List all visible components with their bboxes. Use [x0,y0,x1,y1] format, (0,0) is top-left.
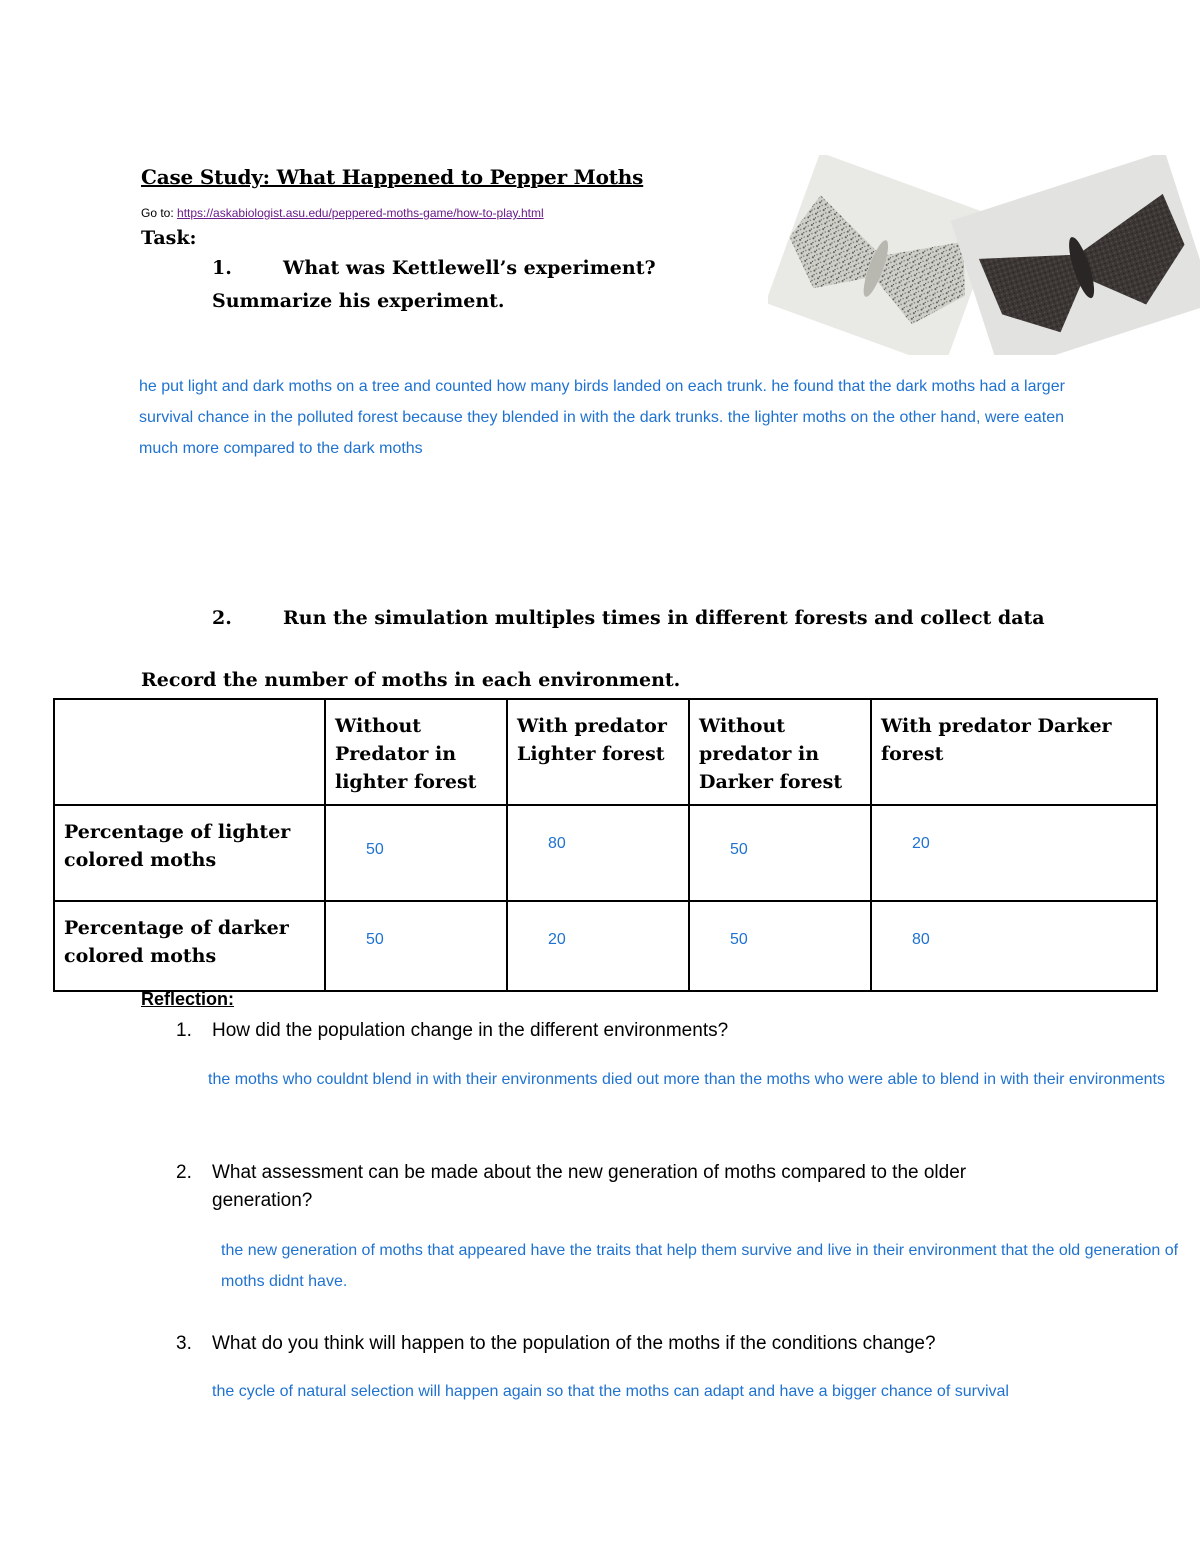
reflection-3-number: 3. [176,1333,192,1354]
moth-data-table [53,698,1158,992]
page-title: Case Study: What Happened to Pepper Moths [141,165,644,189]
task-label: Task: [141,227,197,249]
question-1-text: What was Kettlewell’s experiment? [283,257,656,279]
answer-1: he put light and dark moths on a tree and counted how many birds landed on each trunk. he found that the dark moths had a larger survival chance in the polluted forest because they blended in with the dark trunks. the lighter moths on the other hand, were eaten much more compared to the dark moths [139,378,1065,457]
reflection-2-question: What assessment can be made about the new generation of moths compared to the older generation? [212,1162,967,1211]
question-2-number: 2. [212,607,232,629]
row-label: Percentage of lighter colored moths [54,805,325,901]
row-label: Percentage of darker colored moths [54,901,325,991]
record-instruction: Record the number of moths in each environment. [141,669,681,691]
table-header-cell: With predator Lighter forest [507,699,689,805]
goto-line [141,206,544,220]
table-cell[interactable]: 50 [689,805,871,901]
reflection-3-question: What do you think will happen to the population of the moths if the conditions change? [212,1333,936,1354]
reflection-2-number: 2. [176,1162,192,1183]
table-header-cell: With predator Darker forest [871,699,1157,805]
reflection-2-answer: the new generation of moths that appeared have the traits that help them survive and live in their environment that the old generation of moths didnt have. [221,1242,1179,1290]
table-row [54,901,1157,991]
reflection-3-answer: the cycle of natural selection will happen again so that the moths can adapt and have a bigger chance of survival [212,1383,1009,1400]
table-header-cell [54,699,325,805]
table-cell[interactable]: 50 [689,901,871,991]
dark-moth-icon [951,155,1200,355]
question-1-number: 1. [212,257,232,279]
table-cell[interactable]: 20 [507,901,689,991]
table-cell[interactable]: 20 [871,805,1157,901]
table-header-cell: Without predator in Darker forest [689,699,871,805]
table-cell[interactable]: 50 [325,805,507,901]
table-header-row [54,699,1157,805]
reflection-heading: Reflection: [141,989,235,1009]
question-1-line2: Summarize his experiment. [212,290,505,312]
reflection-1-answer: the moths who couldnt blend in with their environments died out more than the moths who were able to blend in with their environments [208,1071,1165,1088]
table-cell[interactable]: 80 [871,901,1157,991]
table-header-cell: Without Predator in lighter forest [325,699,507,805]
table-cell[interactable]: 80 [507,805,689,901]
table-cell[interactable]: 50 [325,901,507,991]
reflection-1-number: 1. [176,1020,192,1041]
reflection-1-question: How did the population change in the different environments? [212,1020,729,1041]
goto-label: Go to: [141,206,178,220]
table-row [54,805,1157,901]
moth-photos [768,155,1200,355]
question-2-text: Run the simulation multiples times in different forests and collect data [283,607,1045,629]
goto-link[interactable]: https://askabiologist.asu.edu/peppered-moths-game/how-to-play.html [177,206,544,220]
